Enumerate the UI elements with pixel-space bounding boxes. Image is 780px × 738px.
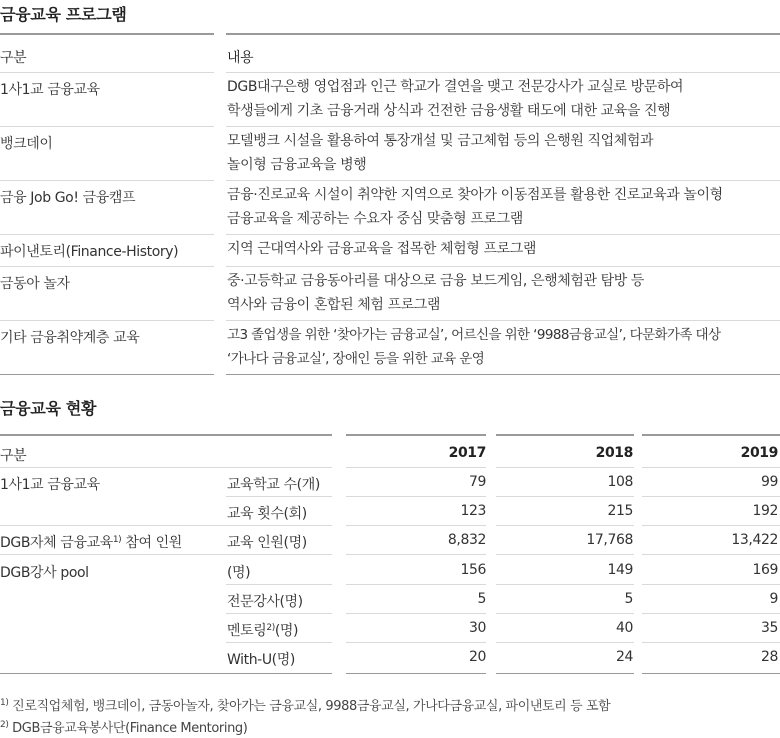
- status-value-2018: 149: [607, 562, 633, 578]
- status-group-instructor-pool: DGB강사 pool: [0, 565, 89, 581]
- status-top-rule-2018: [496, 434, 634, 436]
- status-group-school: 1사1교 금융교육: [0, 477, 100, 493]
- status-row-rule: [642, 496, 780, 497]
- status-row-rule: [346, 496, 486, 497]
- program-content-line: 금융교육을 제공하는 수요자 중심 맞춤형 프로그램: [227, 211, 523, 227]
- program-content-line: 지역 근대역사와 금융교육을 접목한 체험형 프로그램: [227, 241, 536, 257]
- program-category: 1사1교 금융교육: [0, 82, 100, 98]
- status-row-rule: [346, 613, 486, 614]
- status-row-rule: [496, 613, 634, 614]
- status-value-2019: 192: [752, 503, 778, 519]
- status-top-rule-category: [0, 434, 332, 436]
- status-row-rule: [496, 554, 634, 555]
- footnote-1: $^{1)}$ 진로직업체험, 뱅크데이, 금동아놀자, 찾아가는 금융교실, 9988금융교실, 가나다금융교실, 파이낸토리 등 포함: [0, 698, 611, 714]
- status-value-2017: 30: [468, 620, 486, 636]
- status-row-rule: [226, 613, 332, 614]
- programs-row-rule-left: [0, 234, 214, 235]
- status-bottom-rule: [496, 673, 634, 674]
- program-category: 기타 금융취약계층 교육: [0, 330, 140, 346]
- status-value-2017: 20: [468, 649, 486, 665]
- program-content-line: DGB대구은행 영업점과 인근 학교가 결연을 맺고 전문강사가 교실로 방문하여: [227, 79, 684, 95]
- status-item-label: 멘토링$^{2)}$(명): [227, 623, 299, 639]
- programs-bottom-rule-left: [0, 374, 214, 375]
- status-item-label: 교육 인원(명): [227, 535, 307, 551]
- status-value-2017: 5: [477, 591, 486, 607]
- footnote-2: $^{2)}$ DGB금융교육봉사단(Finance Mentoring): [0, 720, 248, 736]
- status-row-rule: [642, 642, 780, 643]
- status-row-rule: [0, 525, 332, 526]
- status-value-2018: 215: [607, 503, 633, 519]
- status-header-2019: 2019: [740, 445, 778, 461]
- programs-header-content: 내용: [227, 50, 254, 66]
- status-row-rule: [642, 584, 780, 585]
- status-row-rule: [0, 554, 332, 555]
- program-content: [227, 237, 536, 261]
- status-value-2018: 108: [607, 474, 633, 490]
- status-row-rule: [346, 584, 486, 585]
- program-content-line: 학생들에게 기초 금융거래 상식과 건전한 금융생활 태도에 대한 교육을 진행: [227, 103, 671, 119]
- program-content: [227, 129, 653, 177]
- status-row-rule: [496, 642, 634, 643]
- programs-row-rule-left: [0, 126, 214, 127]
- programs-header-category: 구분: [0, 50, 27, 66]
- status-item-label: 교육학교 수(개): [227, 477, 320, 493]
- programs-bottom-rule-right: [226, 374, 780, 375]
- program-content: [227, 75, 683, 123]
- program-content: [227, 269, 644, 317]
- programs-title: 금융교육 프로그램: [0, 5, 127, 24]
- status-header-rule: [346, 467, 486, 468]
- programs-header-rule-left: [0, 72, 214, 73]
- status-row-rule: [496, 525, 634, 526]
- status-row-rule: [346, 554, 486, 555]
- programs-row-rule-left: [0, 180, 214, 181]
- status-value-2017: 8,832: [447, 532, 486, 548]
- programs-top-rule-right: [226, 33, 780, 35]
- program-category: 금동아 놀자: [0, 276, 70, 292]
- program-content: [227, 323, 720, 371]
- status-row-rule: [226, 642, 332, 643]
- status-item-label: (명): [227, 565, 251, 581]
- program-content: [227, 183, 723, 231]
- status-value-2019: 35: [760, 620, 778, 636]
- status-value-2019: 169: [752, 562, 778, 578]
- status-title: 금융교육 현황: [0, 399, 97, 418]
- program-content-line: 금융·진로교육 시설이 취약한 지역으로 찾아가 이동점포를 활용한 진로교육과 놀이형: [227, 187, 723, 203]
- program-content-line: ‘가나다 금융교실’, 장애인 등을 위한 교육 운영: [227, 351, 485, 367]
- status-row-rule: [642, 525, 780, 526]
- status-header-category: 구분: [0, 448, 27, 464]
- status-row-rule: [346, 642, 486, 643]
- program-content-line: 역사와 금융이 혼합된 체험 프로그램: [227, 297, 441, 313]
- status-value-2017: 79: [468, 474, 486, 490]
- status-row-rule: [226, 496, 332, 497]
- status-value-2019: 9: [769, 591, 778, 607]
- status-row-rule: [226, 584, 332, 585]
- status-value-2019: 13,422: [731, 532, 778, 548]
- programs-row-rule-left: [0, 266, 214, 267]
- program-content-line: 놀이형 금융교육을 병행: [227, 157, 367, 173]
- status-bottom-rule: [642, 673, 780, 674]
- status-row-rule: [496, 584, 634, 585]
- status-header-2017: 2017: [448, 445, 486, 461]
- programs-row-rule-right: [226, 320, 780, 321]
- status-item-label: 교육 횟수(회): [227, 506, 307, 522]
- program-content-line: 고3 졸업생을 위한 ‘찾아가는 금융교실’, 어르신을 위한 ‘9988금융교실’, 다문화가족 대상: [227, 327, 721, 343]
- status-row-rule: [642, 613, 780, 614]
- status-row-rule: [496, 496, 634, 497]
- program-content-line: 중·고등학교 금융동아리를 대상으로 금융 보드게임, 은행체험관 탐방 등: [227, 273, 645, 289]
- program-category: 뱅크데이: [0, 136, 53, 152]
- status-row-rule: [642, 554, 780, 555]
- status-top-rule-2017: [346, 434, 486, 436]
- status-value-2019: 99: [760, 474, 778, 490]
- programs-top-rule-left: [0, 33, 214, 35]
- program-category: 금융 Job Go! 금융캠프: [0, 190, 136, 206]
- programs-row-rule-right: [226, 234, 780, 235]
- status-top-rule-2019: [642, 434, 780, 436]
- status-value-2018: 40: [615, 620, 633, 636]
- programs-row-rule-right: [226, 126, 780, 127]
- status-item-label: With-U(명): [227, 652, 295, 668]
- status-header-rule: [496, 467, 634, 468]
- status-value-2019: 28: [760, 649, 778, 665]
- status-value-2018: 24: [615, 649, 633, 665]
- programs-row-rule-left: [0, 320, 214, 321]
- status-item-label: 전문강사(명): [227, 594, 303, 610]
- status-row-rule: [346, 525, 486, 526]
- program-content-line: 모델뱅크 시설을 활용하여 통장개설 및 금고체험 등의 은행원 직업체험과: [227, 133, 654, 149]
- program-category: 파이낸토리(Finance-History): [0, 244, 179, 260]
- status-value-2017: 123: [460, 503, 486, 519]
- status-value-2018: 5: [624, 591, 633, 607]
- status-header-2018: 2018: [595, 445, 633, 461]
- status-header-rule: [642, 467, 780, 468]
- status-header-rule: [0, 467, 332, 468]
- status-bottom-rule: [0, 673, 332, 674]
- programs-row-rule-right: [226, 180, 780, 181]
- status-value-2017: 156: [460, 562, 486, 578]
- status-value-2018: 17,768: [586, 532, 633, 548]
- status-bottom-rule: [346, 673, 486, 674]
- status-group-dgb-education: DGB자체 금융교육$^{1)}$ 참여 인원: [0, 535, 182, 551]
- programs-row-rule-right: [226, 266, 780, 267]
- programs-header-rule-right: [226, 72, 780, 73]
